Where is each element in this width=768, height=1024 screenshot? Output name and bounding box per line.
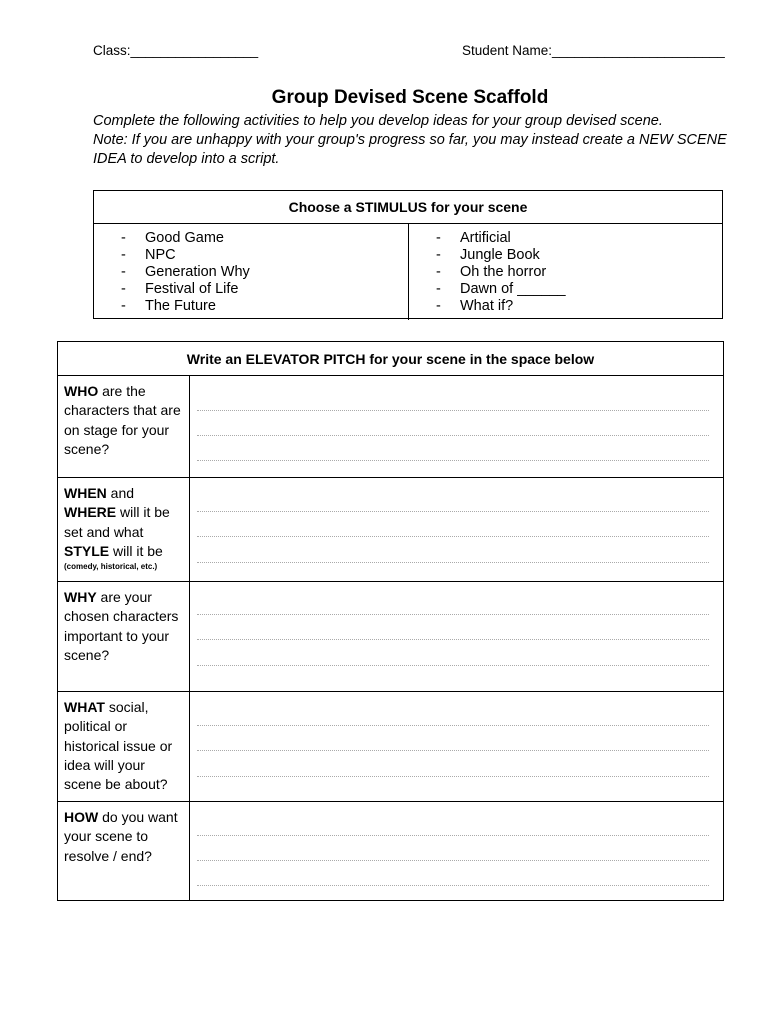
stimulus-option[interactable] [436, 230, 722, 247]
writing-line [197, 639, 709, 640]
stimulus-option[interactable] [121, 247, 408, 264]
writing-line [197, 665, 709, 666]
prompt-text: and [106, 485, 135, 501]
prompt-keyword: WHERE [64, 504, 117, 521]
prompt-how [58, 802, 190, 901]
list-dash: - [436, 247, 441, 263]
prompt-what [58, 692, 190, 801]
pitch-row-why [58, 582, 723, 692]
stimulus-option[interactable] [436, 281, 722, 298]
instructions [93, 112, 733, 169]
answer-how[interactable] [190, 802, 723, 901]
writing-line [197, 776, 709, 777]
writing-line [197, 562, 709, 563]
stimulus-option[interactable] [121, 230, 408, 247]
list-dash: - [121, 281, 126, 297]
student-name-field[interactable]: Student Name:_______________________ [462, 43, 725, 58]
answer-when-where[interactable] [190, 478, 723, 581]
answer-who[interactable] [190, 376, 723, 477]
prompt-when-where [58, 478, 190, 581]
stimulus-option-label: Jungle Book [460, 247, 540, 263]
stimulus-column-left [94, 224, 409, 320]
writing-line [197, 460, 709, 461]
class-field[interactable]: Class:_________________ [93, 43, 259, 58]
prompt-text: social, political or historical issue or idea will your scene be about? [64, 699, 173, 793]
prompt-keyword: WHY [64, 589, 97, 605]
prompt-keyword: STYLE [64, 542, 110, 559]
writing-line [197, 410, 709, 411]
page-title: Group Devised Scene Scaffold [271, 87, 549, 108]
stimulus-option-label: Festival of Life [145, 281, 239, 297]
pitch-row-what [58, 692, 723, 802]
instructions-note: Note: If you are unhappy with your group's progress so far, you may instead create a NEW SCENE IDEA to develop into a script. [93, 132, 727, 167]
stimulus-option-label: What if? [460, 298, 514, 314]
stimulus-option[interactable] [121, 281, 408, 298]
stimulus-option-label: Oh the horror [460, 264, 547, 280]
pitch-row-who [58, 376, 723, 478]
list-dash: - [121, 298, 126, 314]
prompt-hint: (comedy, historical, etc.) [64, 562, 158, 572]
prompt-text: are your chosen characters important to your scene? [64, 589, 179, 663]
elevator-pitch-heading: Write an ELEVATOR PITCH for your scene in the space below [58, 342, 723, 376]
stimulus-option-label: Dawn of ______ [460, 281, 566, 297]
stimulus-option-label: Artificial [460, 230, 511, 246]
stimulus-heading: Choose a STIMULUS for your scene [94, 191, 722, 224]
prompt-text: will it be [109, 542, 163, 559]
stimulus-box [93, 190, 723, 319]
list-dash: - [121, 247, 126, 263]
stimulus-option-label: Generation Why [145, 264, 250, 280]
writing-line [197, 435, 709, 436]
list-dash: - [436, 264, 441, 280]
pitch-row-when-where [58, 478, 723, 582]
prompt-keyword: WHEN [64, 485, 107, 501]
instructions-line-1: Complete the following activities to help you develop ideas for your group devised scene. [93, 113, 663, 129]
writing-line [197, 511, 709, 512]
writing-line [197, 536, 709, 537]
list-dash: - [121, 230, 126, 246]
stimulus-option-label: The Future [145, 298, 216, 314]
prompt-text: do you want your scene to resolve / end? [64, 809, 178, 864]
prompt-why [58, 582, 190, 691]
stimulus-option[interactable] [436, 247, 722, 264]
answer-what[interactable] [190, 692, 723, 801]
writing-line [197, 835, 709, 836]
writing-line [197, 750, 709, 751]
list-dash: - [436, 281, 441, 297]
writing-line [197, 860, 709, 861]
prompt-text: are the characters that are on stage for your scene? [64, 383, 181, 457]
elevator-pitch-table [57, 341, 724, 901]
stimulus-column-right [409, 224, 722, 320]
stimulus-option-label: Good Game [145, 230, 224, 246]
stimulus-option-label: NPC [145, 247, 176, 263]
prompt-keyword: WHO [64, 383, 99, 399]
stimulus-option[interactable] [121, 298, 408, 315]
writing-line [197, 885, 709, 886]
pitch-row-how [58, 802, 723, 901]
stimulus-option[interactable] [436, 264, 722, 281]
answer-why[interactable] [190, 582, 723, 691]
writing-line [197, 725, 709, 726]
writing-line [197, 614, 709, 615]
prompt-who [58, 376, 190, 477]
list-dash: - [436, 230, 441, 246]
list-dash: - [121, 264, 126, 280]
prompt-keyword: WHAT [64, 699, 105, 715]
prompt-keyword: HOW [64, 809, 99, 825]
prompt-text: will it be set and what [64, 504, 170, 540]
stimulus-option[interactable] [121, 264, 408, 281]
list-dash: - [436, 298, 441, 314]
stimulus-option[interactable] [436, 298, 722, 315]
